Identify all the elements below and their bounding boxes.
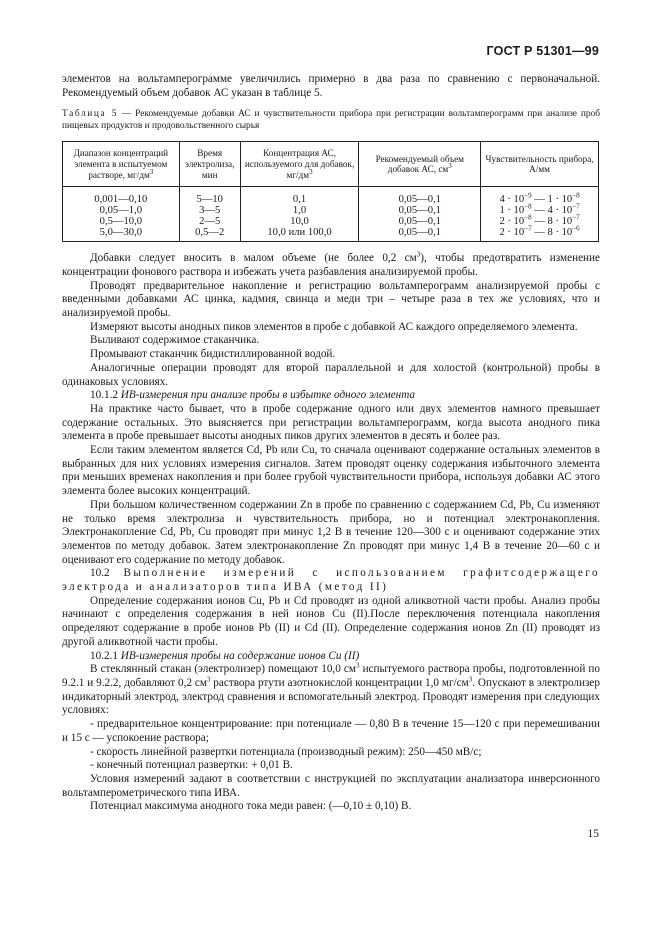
cell-ac-concentration: 0,1 1,0 10,0 10,0 или 100,0 bbox=[240, 190, 359, 242]
paragraph-additions-volume: Добавки следует вносить в малом объеме (не более 0,2 $см^3$), чтобы предотвратить изменение концентрации фонового раствора и избежать учета разбавления анализируемой пробы. bbox=[62, 250, 600, 278]
paragraph-cd-pb-cu: Если таким элементом является Cd, Pb или Cu, то сначала оценивают содержание остальных элементов в выбранных для них условиях измерения сигналов. Затем проводят оценку содержания избыточного элемента при меньших временах накопления и при более грубой чувствительности прибора, используя добавки АС этого элемента более высоких концентраций. bbox=[62, 444, 600, 498]
list-item-concentration: - предварительное концентрирование: при потенциале — 0,80 В в течение 15—120 с при перемешивании и 15 с — успокоение раствора; bbox=[62, 718, 600, 744]
page-number: 15 bbox=[587, 828, 599, 840]
paragraph-similar-operations: Аналогичные операции проводят для второй параллельной и для холостой (контрольной) пробы в одинаковых условиях. bbox=[62, 361, 600, 388]
cell-sensitivity: $4 \cdot 10^{-9}$ — $1 \cdot 10^{-8}$ $1 \cdot 10^{-8}$ — $4 \cdot 10^{-7}$ $2 \cdot 10^{-8}$ — $8 \cdot 10^{-7}$ $2 \cdot 10^{-7}$ — $8 \cdot 10^{-6}$ bbox=[481, 190, 599, 242]
section-10-2-1-heading: 10.2.1 ИВ-измерения пробы на содержание ионов Cu (II) bbox=[90, 649, 360, 662]
paragraph-excess-element: На практике часто бывает, что в пробе содержание одного или двух элементов намного превышает содержание остальных. Это выясняется при регистрации вольтамперограмм, когда высота анодного пика элемента в пробе превышает высоты анодных пиков других элементов в десять и более раз. bbox=[62, 402, 600, 443]
standard-header: ГОСТ Р 51301—99 bbox=[486, 44, 599, 58]
paragraph-zn-content: При большом количественном содержании Zn в пробе по сравнению с содержанием Cd, Pb, Cu изменяют не только время электролиза и чувствительность прибора, но и потенциал электронакопления. Электронакопление Cd, Pb, Cu проводят при минус 1,2 В в течение 120—300 с и оценивают содержание этих элементов по методу добавок. Затем электронакопление Zn проводят при минус 1,4 В в течение 20—60 с и оценивают его содержание по методу добавок. bbox=[62, 498, 600, 566]
intro-paragraph: элементов на вольтамперограмме увеличились примерно в два раза по сравнению с первоначальной. Рекомендуемый объем добавок АС указан в таблице 5. bbox=[62, 73, 600, 99]
header-ac-volume: Рекомендуемый объем добавок АС, $см^3$ bbox=[359, 142, 481, 187]
paragraph-measure-peaks: Измеряют высоты анодных пиков элементов в пробе с добавкой АС каждого определяемого элемента. bbox=[90, 320, 578, 333]
paragraph-glass-beaker: В стеклянный стакан (электролизер) помещают 10,0 $см^3$ испытуемого раствора пробы, подготовленной по 9.2.1 и 9.2.2, добавляют 0,2 $см^3$ раствора ртути азотнокислой концентрации 1,0 $мг/см^3$. Опускают в электролизер индикаторный электрод, электрод сравнения и вспомогательный электрод. Проводят измерения при следующих условиях: bbox=[62, 661, 601, 717]
list-item-scan-rate: - скорость линейной развертки потенциала (производный режим): 250—450 мВ/с; bbox=[90, 745, 482, 758]
paragraph-pour-out: Выливают содержимое стаканчика. bbox=[90, 334, 260, 347]
cell-electrolysis-time: 5—10 3—5 2—5 0,5—2 bbox=[179, 190, 240, 242]
header-concentration-range: Диапазон концентраций элемента в испытуемом растворе, $мг/дм^3$ bbox=[63, 142, 180, 187]
header-electrolysis-time: Время электролиза, мин bbox=[179, 142, 240, 187]
header-sensitivity: Чувствительность прибора, А/мм bbox=[481, 142, 599, 187]
table-header-row bbox=[63, 142, 599, 187]
cell-ac-volume: 0,05—0,1 0,05—0,1 0,05—0,1 0,05—0,1 bbox=[359, 190, 481, 242]
section-10-1-2-heading: 10.1.2 ИВ-измерения при анализе пробы в избытке одного элемента bbox=[90, 389, 416, 402]
paragraph-cu-pb-cd-determination: Определение содержания ионов Cu, Pb и Cd проводят из одной аликвотной части пробы. Анализ пробы начинают с определения содержания в ней ионов Cu (II).После переключения потенциала накопления определяют содержание в пробе ионов Pb (II) и Cd (II). Определение содержания ионов Zn (II) проводят из другой аликвотной части пробы. bbox=[62, 594, 600, 648]
cell-concentration-range: 0,001—0,10 0,05—1,0 0,5—10,0 5,0—30,0 bbox=[63, 190, 180, 242]
table-caption: Таблица 5 — Рекомендуемые добавки АС и чувствительности прибора при регистрации вольтамперограмм при анализе проб пищевых продуктов и продовольственного сырья bbox=[62, 109, 601, 131]
paragraph-rinse: Промывают стаканчик бидистиллированной водой. bbox=[90, 348, 336, 361]
header-ac-concentration: Концентрация АС, используемого для добавок, $мг/дм^3$ bbox=[240, 142, 359, 187]
table-body-row bbox=[63, 190, 599, 242]
body-text bbox=[62, 73, 600, 814]
paragraph-measurement-conditions: Условия измерений задают в соответствии с инструкцией по эксплуатации анализатора инверсионного вольтамперометрического типа ИВА. bbox=[62, 772, 600, 799]
paragraph-copper-potential: Потенциал максимума анодного тока меди равен: (—0,10 ± 0,10) В. bbox=[90, 800, 412, 813]
section-10-2-heading: 10.2 Выполнение измерений с использованием графитсодержащего электрода и анализаторов типа ИВА (метод II) bbox=[62, 567, 600, 594]
table-5 bbox=[62, 141, 599, 242]
paragraph-preliminary-accumulation: Проводят предварительное накопление и регистрацию вольтамперограмм анализируемой пробы с введенными добавками АС цинка, кадмия, свинца и меди три – четыре раза в тех же условиях, что и анализируемой пробы. bbox=[62, 279, 600, 319]
list-item-final-potential: - конечный потенциал развертки: + 0,01 В. bbox=[90, 759, 293, 772]
